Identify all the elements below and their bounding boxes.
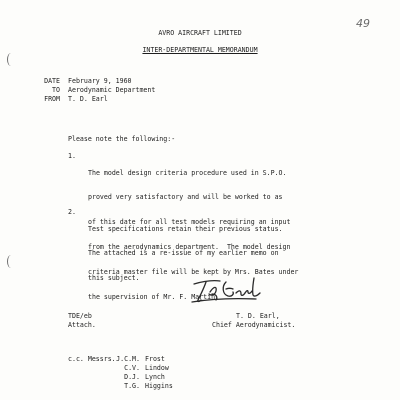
cc-initials: C.V. (124, 364, 140, 372)
date-value: February 9, 1960 (68, 77, 132, 85)
to-value: Aerodynamic Department (68, 86, 156, 94)
item-2-line: this subject. (88, 274, 140, 283)
signature-scribble (190, 272, 270, 306)
company-name: AVRO AIRCRAFT LIMITED (158, 29, 242, 37)
item-1-line: The model design criteria procedure used in S.P.O. (88, 168, 287, 177)
punch-hole-top (7, 53, 15, 66)
cc-surname: Higgins (145, 382, 173, 390)
cc-initials: T.G. (124, 382, 140, 390)
item-2-number: 2. (68, 208, 76, 216)
to-label: TO (52, 86, 60, 94)
date-label: DATE (44, 77, 60, 85)
signatory-name: T. D. Earl, (236, 312, 280, 320)
from-label: FROM (44, 95, 60, 103)
item-2-line: Test specifications retain their previous status. (88, 224, 283, 233)
item-1-line: of this date for all test models requiring an input (88, 218, 291, 227)
item-2-line: The attached is a re-issue of my earlier memo on (88, 249, 279, 258)
item-1-line: the supervision of Mr. F. Martin. (88, 293, 220, 302)
item-1-line: criteria master file will be kept by Mrs. Bates under (88, 268, 299, 277)
reference-initials: TDE/eb (68, 312, 92, 320)
cc-surname: Lindow (145, 364, 169, 372)
cc-initials: J.C.M. (116, 355, 140, 363)
item-1-number: 1. (68, 152, 76, 160)
intro-text: Please note the following:- (68, 135, 176, 143)
item-1-line: from the aerodynamics department. The model design (88, 243, 291, 252)
punch-hole-bottom (7, 255, 15, 268)
from-value: T. D. Earl (68, 95, 108, 103)
cc-surname: Lynch (145, 373, 165, 381)
page-number: 49 (356, 17, 370, 30)
memo-title: INTER-DEPARTMENTAL MEMORANDUM (142, 46, 258, 54)
cc-initials: D.J. (124, 373, 140, 381)
cc-label: c.c. Messrs. (68, 355, 116, 363)
signatory-title: Chief Aerodynamicist. (212, 321, 296, 329)
item-1-line: proved very satisfactory and will be worked to as (88, 193, 283, 202)
attach-note: Attach. (68, 321, 96, 329)
cc-surname: Frost (145, 355, 165, 363)
